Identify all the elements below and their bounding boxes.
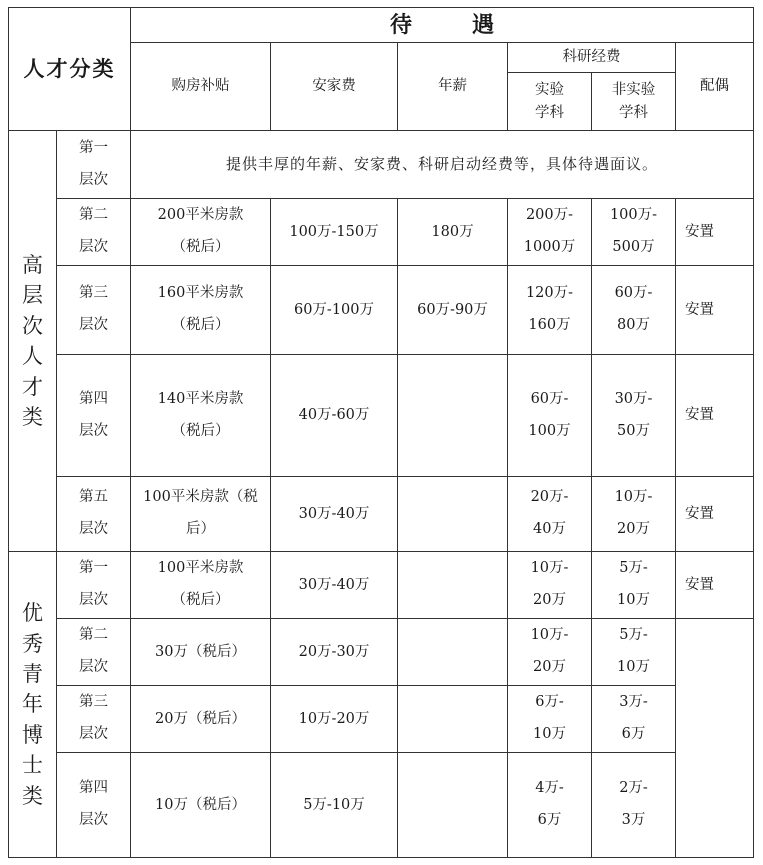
- treatment-header: 待遇: [131, 8, 754, 43]
- level-cell: 第二 层次: [57, 619, 131, 686]
- exp-funds-cell: 10万- 20万: [508, 552, 592, 619]
- housing-subsidy-header: 购房补贴: [131, 43, 271, 131]
- nonexp-funds-cell: 30万- 50万: [592, 355, 676, 477]
- group-char: 士: [22, 753, 43, 778]
- level-cell: 第五 层次: [57, 477, 131, 552]
- spouse-cell: 安置: [676, 199, 754, 266]
- settlement-cell: 20万-30万: [271, 619, 398, 686]
- salary-cell: 180万: [398, 199, 508, 266]
- exp-funds-cell: 20万- 40万: [508, 477, 592, 552]
- talent-treatment-table: [8, 7, 754, 858]
- annual-salary-header: 年薪: [398, 43, 508, 131]
- settlement-cell: 5万-10万: [271, 753, 398, 858]
- settlement-cell: 40万-60万: [271, 355, 398, 477]
- settlement-cell: 30万-40万: [271, 552, 398, 619]
- nonexp-funds-cell: 100万- 500万: [592, 199, 676, 266]
- salary-cell: [398, 355, 508, 477]
- level-cell: 第四 层次: [57, 753, 131, 858]
- housing-cell: 140平米房款 （税后）: [131, 355, 271, 477]
- group-char: 优: [22, 601, 43, 626]
- salary-cell: [398, 686, 508, 753]
- housing-cell: 160平米房款 （税后）: [131, 266, 271, 355]
- spouse-cell: 安置: [676, 477, 754, 552]
- housing-cell: 20万（税后）: [131, 686, 271, 753]
- group-char: 层: [22, 283, 43, 308]
- nonexp-funds-cell: 5万- 10万: [592, 552, 676, 619]
- settlement-cell: 10万-20万: [271, 686, 398, 753]
- group-char: 次: [22, 313, 43, 338]
- housing-cell: 100平米房款（税 后）: [131, 477, 271, 552]
- spouse-cell: 安置: [676, 552, 754, 619]
- research-funds-header: 科研经费: [508, 43, 676, 73]
- group-char: 高: [22, 252, 43, 277]
- nonexp-funds-cell: 2万- 3万: [592, 753, 676, 858]
- group-char: 博: [22, 722, 43, 747]
- talent-category-header: 人才分类: [9, 8, 131, 131]
- group-name-young-doctor: [9, 552, 57, 858]
- group-char: 秀: [22, 631, 43, 656]
- nonexp-funds-cell: 5万- 10万: [592, 619, 676, 686]
- exp-funds-cell: 120万- 160万: [508, 266, 592, 355]
- housing-cell: 10万（税后）: [131, 753, 271, 858]
- spouse-header: 配偶: [676, 43, 754, 131]
- group-name-high-level: [9, 131, 57, 552]
- exp-funds-cell: 6万- 10万: [508, 686, 592, 753]
- exp-funds-cell: 4万- 6万: [508, 753, 592, 858]
- group-char: 才: [22, 374, 43, 399]
- spouse-cell: 安置: [676, 266, 754, 355]
- group-char: 青: [22, 661, 43, 686]
- housing-cell: 200平米房款 （税后）: [131, 199, 271, 266]
- group-char: 人: [22, 344, 43, 369]
- spouse-cell: 安置: [676, 355, 754, 477]
- salary-cell: [398, 753, 508, 858]
- exp-funds-cell: 10万- 20万: [508, 619, 592, 686]
- salary-cell: [398, 552, 508, 619]
- nonexp-funds-cell: 10万- 20万: [592, 477, 676, 552]
- housing-cell: 30万（税后）: [131, 619, 271, 686]
- level-cell: 第三 层次: [57, 686, 131, 753]
- group-char: 类: [22, 783, 43, 808]
- level-cell: 第三 层次: [57, 266, 131, 355]
- exp-funds-cell: 60万- 100万: [508, 355, 592, 477]
- level-cell: 第一 层次: [57, 131, 131, 199]
- settlement-fee-header: 安家费: [271, 43, 398, 131]
- salary-cell: 60万-90万: [398, 266, 508, 355]
- non-experimental-subject-header: 非实验 学科: [592, 73, 676, 131]
- salary-cell: [398, 477, 508, 552]
- exp-funds-cell: 200万- 1000万: [508, 199, 592, 266]
- settlement-cell: 100万-150万: [271, 199, 398, 266]
- group-char: 类: [22, 404, 43, 429]
- nonexp-funds-cell: 3万- 6万: [592, 686, 676, 753]
- level-cell: 第四 层次: [57, 355, 131, 477]
- group-char: 年: [22, 692, 43, 717]
- housing-cell: 100平米房款 （税后）: [131, 552, 271, 619]
- experimental-subject-header: 实验 学科: [508, 73, 592, 131]
- spouse-cell: [676, 619, 754, 858]
- settlement-cell: 30万-40万: [271, 477, 398, 552]
- settlement-cell: 60万-100万: [271, 266, 398, 355]
- negotiable-note: 提供丰厚的年薪、安家费、科研启动经费等，具体待遇面议。: [131, 131, 754, 199]
- salary-cell: [398, 619, 508, 686]
- level-cell: 第一 层次: [57, 552, 131, 619]
- level-cell: 第二 层次: [57, 199, 131, 266]
- nonexp-funds-cell: 60万- 80万: [592, 266, 676, 355]
